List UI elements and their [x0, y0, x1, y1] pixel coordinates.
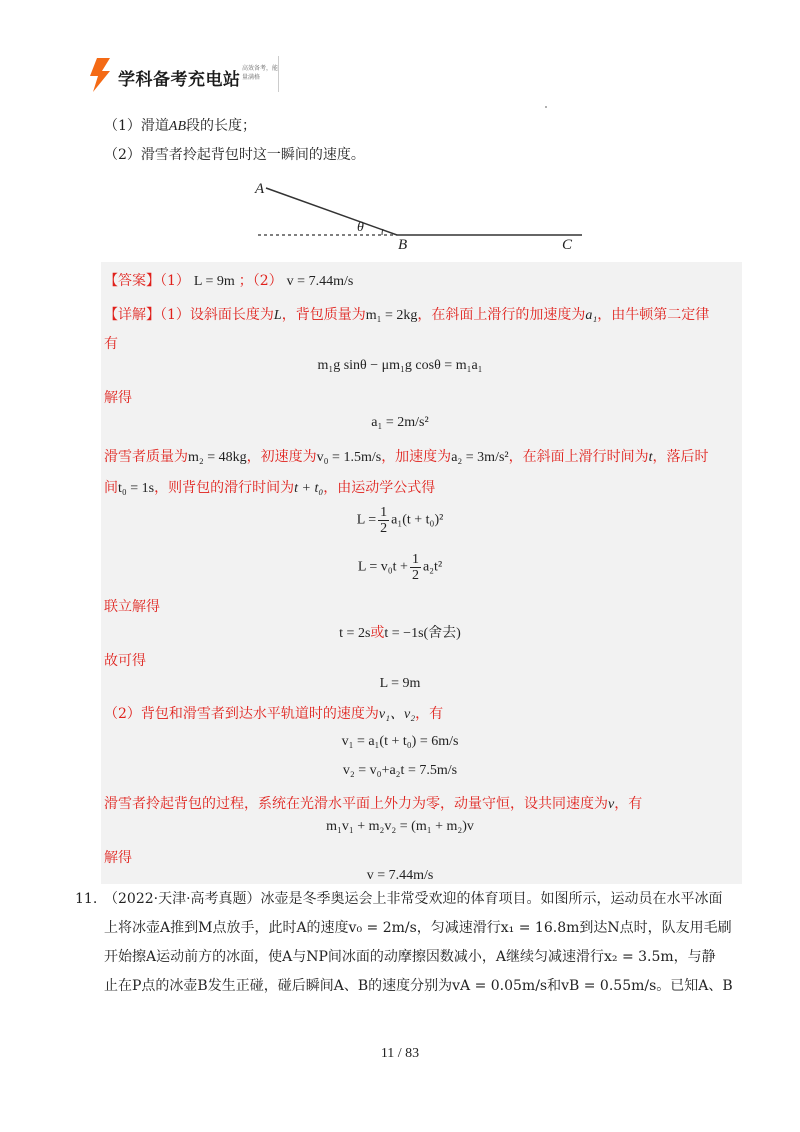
- detail-line-3: 滑雪者质量为m₂ = 48kg，初速度为v₀ = 1.5m/s，加速度为a₂ = 3m/s²，在斜面上滑行时间为t，落后时: [104, 449, 709, 465]
- equation-momentum: m₁v₁ + m₂v₂ = (m₁ + m₂)v: [326, 819, 474, 834]
- question-2: （2）滑雪者拎起背包时这一瞬间的速度。: [104, 147, 365, 163]
- question-11: [75, 885, 745, 1001]
- detail-line-1: 【详解】（1）设斜面长度为L，背包质量为m₁ = 2kg，在斜面上滑行的加速度为a₁，由牛顿第二定律: [104, 307, 710, 323]
- header-dot: [545, 106, 547, 108]
- hence-label: 故可得: [104, 653, 146, 669]
- part2-line: （2）背包和滑雪者到达水平轨道时的速度为v₁、v₂，有: [104, 706, 444, 722]
- equation-v2: v₂ = v₀+a₂t = 7.5m/s: [342, 763, 458, 778]
- solve-label-1: 解得: [104, 390, 132, 406]
- momentum-line: 滑雪者拎起背包的过程，系统在光滑水平面上外力为零，动量守恒，设共同速度为v，有: [104, 796, 643, 812]
- solve-label-2: 解得: [104, 850, 132, 866]
- header-logo: [78, 50, 278, 96]
- question-11-line-4: 止在P点的冰壶B发生正碰，碰后瞬间A、B的速度分别为vA = 0.05m/s和vB = 0.55m/s。已知A、B: [104, 978, 733, 994]
- detail-line-4: 间t₀ = 1s，则背包的滑行时间为t + t₀，由运动学公式得: [104, 480, 436, 496]
- equation-L-backpack: L = $\frac{1}{2}$ a₁(t + t₀)²: [356, 505, 444, 536]
- equation-v1: v₁ = a₁(t + t₀) = 6m/s: [341, 734, 459, 749]
- question-11-line-2: 上将冰壶A推到M点放手，此时A的速度v₀ = 2m/s，匀减速滑行x₁ = 16.8m到达N点时，队友用毛刷: [104, 920, 732, 936]
- equation-L-skier: L = v₀t + $\frac{1}{2}$ a₂t²: [357, 552, 443, 583]
- question-11-line-1: （2022·天津·高考真题）冰壶是冬季奥运会上非常受欢迎的体育项目。如图所示，运动员在水平冰面: [104, 891, 723, 907]
- equation-t: t = 2s或t = −1s(舍去): [339, 625, 461, 641]
- equation-L-result: L = 9m: [379, 676, 421, 691]
- question-11-number: 11.: [75, 891, 98, 907]
- label-a: A: [255, 181, 265, 197]
- label-b: B: [398, 237, 408, 252]
- label-c: C: [562, 237, 573, 252]
- answer-line: 【答案】（1） L = 9m ；（2） v = 7.44m/s: [104, 273, 354, 289]
- header-divider: [278, 56, 279, 92]
- logo-slogan: 高效备考，能量满格: [242, 65, 279, 81]
- question-1: （1）滑道AB段的长度；: [104, 118, 257, 134]
- page-number: 11 / 83: [380, 1046, 420, 1061]
- lightning-bolt-icon: [88, 58, 112, 92]
- equation-newton: m₁g sinθ − μm₁g cosθ = m₁a₁: [317, 358, 483, 373]
- equation-a1: a₁ = 2m/s²: [371, 415, 429, 430]
- detail-line-2: 有: [104, 336, 118, 352]
- label-theta: θ: [357, 220, 364, 235]
- logo-text: 学科备考充电站: [118, 70, 241, 90]
- joint-solve-label: 联立解得: [104, 599, 160, 615]
- equation-v-result: v = 7.44m/s: [366, 868, 434, 883]
- slope-diagram: [250, 176, 590, 252]
- question-11-line-3: 开始擦A运动前方的冰面，使A与NP间冰面的动摩擦因数减小，A继续匀减速滑行x₂ = 3.5m，与静: [104, 949, 716, 965]
